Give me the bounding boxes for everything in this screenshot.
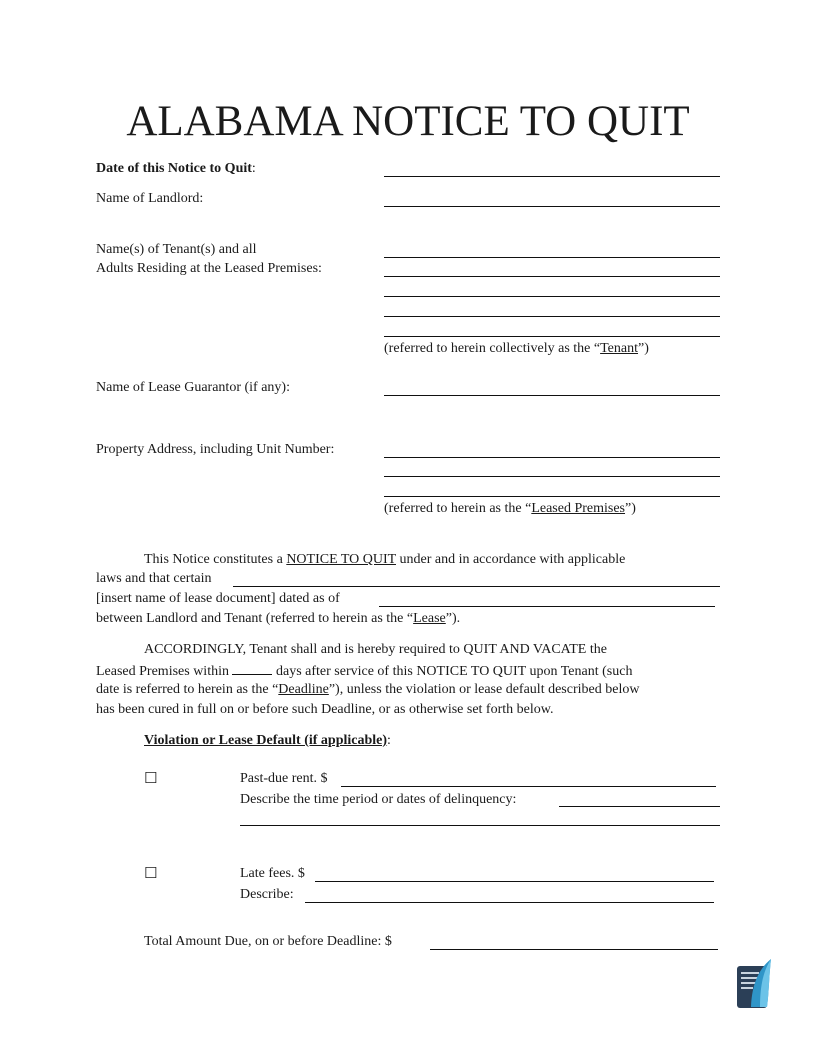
past-due-rent-label: Past-due rent. $	[240, 771, 328, 786]
tenant-note-post: ”)	[638, 341, 649, 356]
violation-heading	[144, 732, 391, 750]
p2-line-2	[96, 661, 632, 681]
total-amount-line[interactable]	[430, 949, 718, 950]
tenant-note	[384, 340, 649, 358]
late-fees-describe-label: Describe:	[240, 887, 294, 902]
tenant-input-line-5[interactable]	[384, 336, 720, 337]
lease-document-name-line[interactable]	[233, 586, 720, 587]
tenant-note-term: Tenant	[600, 341, 639, 356]
date-label-colon: :	[251, 161, 256, 176]
p1-notice-term: NOTICE TO QUIT	[286, 552, 396, 567]
premises-note	[384, 500, 636, 518]
p2-deadline-term: Deadline	[278, 682, 329, 697]
tenant-input-line-2[interactable]	[384, 276, 720, 277]
tenant-input-line-3[interactable]	[384, 296, 720, 297]
days-input-line[interactable]	[232, 661, 272, 675]
p1-line-4	[96, 610, 460, 628]
rent-period-label: Describe the time period or dates of delinquency:	[240, 792, 517, 807]
p2-line-2-post: days after service of this NOTICE TO QUIT upon Tenant (such	[275, 664, 633, 679]
guarantor-label: Name of Lease Guarantor (if any):	[96, 380, 290, 395]
violation-heading-text: Violation or Lease Default (if applicable)	[144, 733, 388, 748]
premises-note-pre: (referred to herein as the “	[384, 501, 532, 516]
p2-line-2-pre: Leased Premises within	[96, 664, 229, 679]
p1-line-4-pre: between Landlord and Tenant (referred to herein as the “	[96, 611, 414, 626]
p1-lease-term: Lease	[413, 611, 446, 626]
late-fees-describe-line[interactable]	[305, 902, 714, 903]
guarantor-input-line[interactable]	[384, 395, 720, 396]
date-label-row	[96, 160, 256, 178]
property-label: Property Address, including Unit Number:	[96, 442, 335, 457]
tenant-note-pre: (referred to herein collectively as the “	[384, 341, 601, 356]
document-title: ALABAMA NOTICE TO QUIT	[126, 98, 690, 145]
late-fees-checkbox[interactable]: ☐	[144, 864, 158, 882]
p2-line-3-pre: date is referred to herein as the “	[96, 682, 279, 697]
p2-line-4: has been cured in full on or before such Deadline, or as otherwise set forth below.	[96, 702, 554, 717]
p1-line-4-post: ”).	[445, 611, 461, 626]
document-logo-icon	[736, 958, 772, 1010]
tenant-label-line-1: Name(s) of Tenant(s) and all	[96, 242, 257, 257]
property-input-line-2[interactable]	[384, 476, 720, 477]
p2-line-3	[96, 681, 639, 699]
premises-note-term: Leased Premises	[531, 501, 626, 516]
p2-line-3-post: ”), unless the violation or lease default described below	[328, 682, 640, 697]
p2-line-1: ACCORDINGLY, Tenant shall and is hereby required to QUIT AND VACATE the	[144, 642, 607, 657]
rent-period-line-1[interactable]	[559, 806, 720, 807]
p1-line-3: [insert name of lease document] dated as of	[96, 591, 340, 606]
tenant-input-line-4[interactable]	[384, 316, 720, 317]
p1-line-1-pre: This Notice constitutes a	[144, 552, 287, 567]
property-input-line-1[interactable]	[384, 457, 720, 458]
premises-note-post: ”)	[625, 501, 636, 516]
p1-line-1	[144, 551, 625, 569]
property-input-line-3[interactable]	[384, 496, 720, 497]
violation-heading-colon: :	[387, 733, 391, 748]
p1-line-2: laws and that certain	[96, 571, 212, 586]
tenant-label-line-2: Adults Residing at the Leased Premises:	[96, 261, 322, 276]
landlord-input-line[interactable]	[384, 206, 720, 207]
p1-line-1-post: under and in accordance with applicable	[395, 552, 626, 567]
past-due-rent-checkbox[interactable]: ☐	[144, 769, 158, 787]
tenant-input-line-1[interactable]	[384, 257, 720, 258]
late-fees-amount-line[interactable]	[315, 881, 714, 882]
landlord-label: Name of Landlord:	[96, 191, 204, 206]
date-input-line[interactable]	[384, 176, 720, 177]
date-label: Date of this Notice to Quit	[96, 161, 252, 176]
past-due-rent-amount-line[interactable]	[341, 786, 716, 787]
total-amount-label: Total Amount Due, on or before Deadline: $	[144, 934, 392, 949]
rent-period-line-2[interactable]	[240, 825, 720, 826]
late-fees-label: Late fees. $	[240, 866, 305, 881]
lease-date-line[interactable]	[379, 606, 715, 607]
